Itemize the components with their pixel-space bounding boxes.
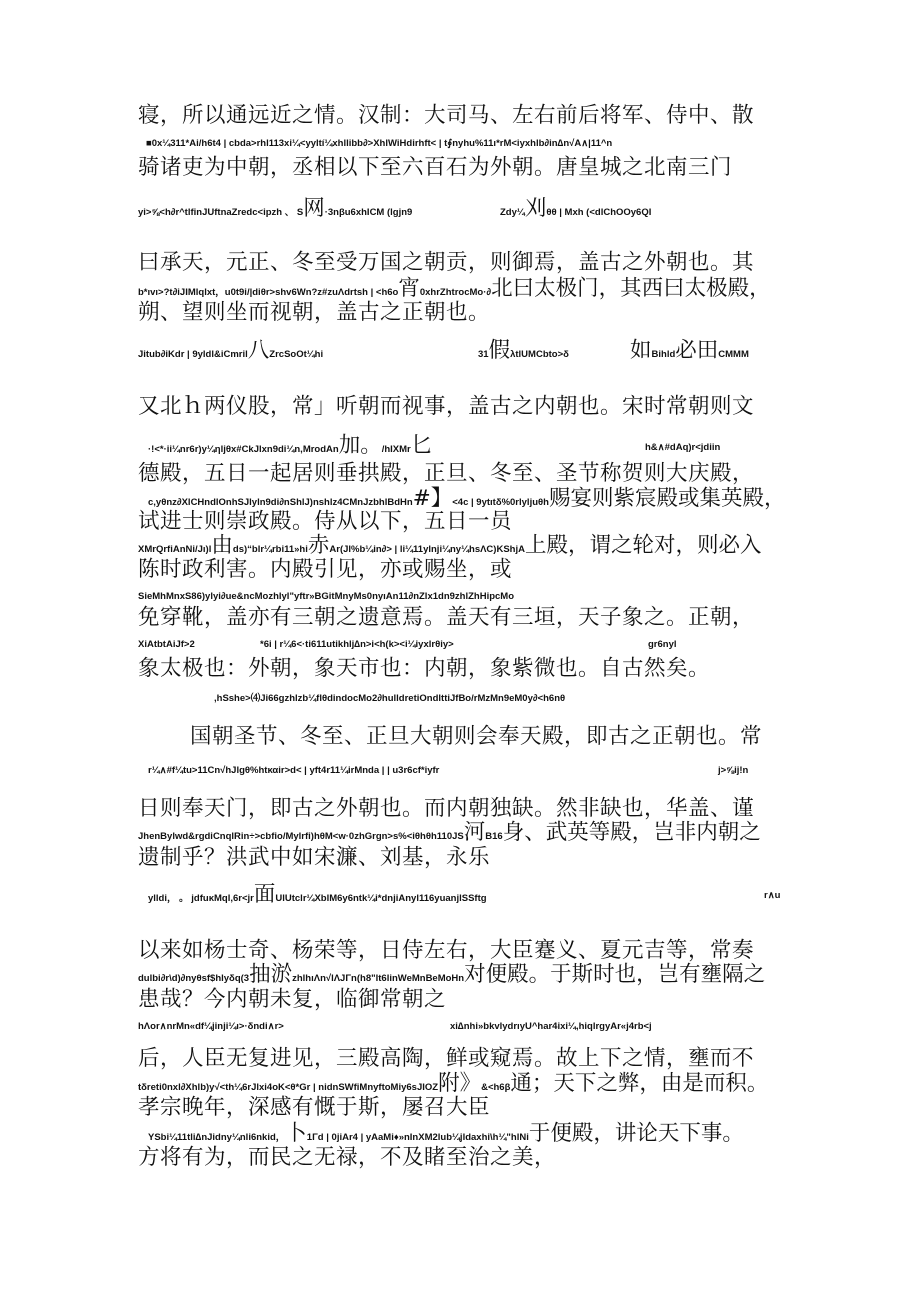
ocr-fragment: λtlUMCbto>δ xyxy=(510,349,569,360)
ocr-fragment: UlUtclr¼XblM6y6ntk¼i*dnjiAnyl116yuanjlSSftg xyxy=(275,893,487,904)
ocr-fragment: 宵 xyxy=(398,276,420,301)
ocr-fragment: 八 xyxy=(247,338,270,363)
ocr-fragment: Zdy¼ xyxy=(500,207,525,218)
ocr-fragment: JhenBylwd&rgdiCnqlRin÷>cbfio/Mylrfi)hθM<w·0zhGrgn>s%<iθhθh110JS xyxy=(138,831,464,842)
ocr-noise-line-8: SieMhMnxS86)ylyi∂ue&ncMozhlyl"yftr»BGitMnyMs0nyıAn11∂nZlx1dn9zhlZhHipcMo xyxy=(138,591,515,602)
ocr-noise-line-2 xyxy=(138,196,412,226)
ocr-fragment: Bihld xyxy=(651,349,676,360)
ocr-noise-line-11: r¼∧#f¼tu>11Cn√hJlgθ%htκαir>d< | yft4r11¼irMnda | | u3r6cf*iyfr xyxy=(148,765,440,776)
ocr-fragment: 刈 xyxy=(524,196,547,221)
ocr-fragment: b*ıvı>?t∂iJIMlqlxt，u0t9i/|diθr>shv6Wn?z#zuΛdrtsh | <h6o xyxy=(138,287,399,298)
ocr-fragment: 赐宴则紫宸殿或集英殿， xyxy=(548,486,786,511)
ocr-noise-line-13 xyxy=(148,882,487,912)
text-line-29: 后，人臣无复进见，三殿高陶，鲜或窥焉。故上下之情，壅而不 xyxy=(138,1046,755,1071)
ocr-noise-line-4b xyxy=(478,338,569,368)
ocr-fragment: #】 xyxy=(412,486,453,511)
text-line-27: 患哉？今内朝未复，临御常朝之 xyxy=(138,987,447,1012)
ocr-fragment: yi>⅝<h∂r^tlfinJUftnaZredc<ipzh 、 S xyxy=(138,207,304,218)
text-line-7: 又北ｈ两仪股，常」听朝而视事，盖古之内朝也。宋时常朝则文 xyxy=(138,394,755,419)
ocr-fragment: 于便殿，讲论天下事。 xyxy=(528,1121,744,1146)
ocr-fragment: θθ | Mxh (<dlChOOy6QI xyxy=(546,207,652,218)
ocr-fragment: 通；天下之弊，由是而积。 xyxy=(510,1071,769,1096)
ocr-fragment: 对便殿。于斯时也，岂有壅隔之 xyxy=(464,962,766,987)
ocr-fragment: c,yθnz∂XlCHndlOnhSJlyln9di∂nShlJ)nshlz4CMnJzbhlBdHn xyxy=(148,497,413,508)
ocr-fragment: 由 xyxy=(211,533,233,558)
text-line-23: 遗制乎？洪武中如宋濂、刘基，永乐 xyxy=(138,845,491,870)
ocr-fragment: Jitub∂iKdr | 9yldl&iCmril xyxy=(138,349,248,360)
ocr-noise-line-11b: j>⅝ij!n xyxy=(718,765,749,776)
ocr-fragment: ZrcSoOt¼hi xyxy=(269,349,324,360)
ocr-fragment: 附》 xyxy=(438,1071,482,1096)
ocr-fragment: B16 xyxy=(485,831,503,842)
ocr-fragment: dulbi∂r\d)∂nyθsf$hlyδq(3 xyxy=(138,973,250,984)
ocr-fragment: 网 xyxy=(303,196,325,221)
ocr-noise-line-1: ■0x¼311*Ai/h6t4 | cbda>rhl113xi¼<yyltí¼xhllibb∂>XhlWiHdirhft< | t∮nyhu%11ı*rM<iyxhlb∂in∆n√A∧|11^n xyxy=(146,138,613,149)
ocr-fragment: 必田 xyxy=(675,338,719,363)
ocr-fragment: YSbi¼11tli∆nJidny¼nli6nkid， xyxy=(148,1132,286,1143)
ocr-fragment: zhlhıΛn√lΛJΓn(h8"lt6linWeMnBeMoHn xyxy=(292,973,465,984)
ocr-fragment: 赤 xyxy=(307,533,330,558)
ocr-fragment: CMMM xyxy=(718,349,749,360)
ocr-noise-line-15b: xi∆nhi»bkvlydrıyU^har4ixi¼,hiqlrgyAr«j4rb<j xyxy=(450,1021,652,1032)
ocr-fragment: 31 xyxy=(478,349,489,360)
ocr-noise-line-9b: *6i | r¼6<·ti611utikhlj∆n>i<h(k><i¼iyxlrθiy> xyxy=(260,639,454,650)
text-line-21: 日则奉天门，即古之外朝也。而内朝独缺。然非缺也，华盖、谨 xyxy=(138,796,755,821)
ocr-fragment: 匕 xyxy=(410,433,433,458)
text-line-31: 孝宗晚年，深感有慨于斯，屡召大臣 xyxy=(138,1095,491,1120)
ocr-fragment: ·3nβu6xhICM (lgjn9 xyxy=(324,207,413,218)
text-line-1: 寝，所以通远近之情。汉制：大司马、左右前后将军、侍中、散 xyxy=(138,103,755,128)
text-line-33: 方将有为，而民之无禄，不及睹至治之美， xyxy=(138,1145,557,1170)
text-line-19: 国朝圣节、冬至、正旦大朝则会奉天殿，即古之正朝也。常 xyxy=(190,724,763,749)
ocr-fragment: ylldi， 。 jdfuκMql,6r<jr xyxy=(148,893,254,904)
ocr-fragment: XMrQrfiAnNi/Jı)l xyxy=(138,544,212,555)
ocr-fragment: 假 xyxy=(488,338,511,363)
ocr-fragment: ·!<*·ii¼nr6r)y¼ηljθx#CkJlxn9di¼n,MrodAn xyxy=(148,444,339,455)
ocr-fragment: 上殿，谓之轮对，则必入 xyxy=(524,533,762,558)
text-line-2: 骑诸吏为中朝，丞相以下至六百石为外朝。唐皇城之北南三门 xyxy=(138,155,733,180)
ocr-noise-line-5 xyxy=(148,433,432,463)
text-line-3: 曰承天，元正、冬至受万国之朝贡，则御焉，盖古之外朝也。其 xyxy=(138,250,755,275)
text-line-13: 陈时政利害。内殿引见，亦或赐坐，或 xyxy=(138,557,513,582)
ocr-noise-line-15: hΛor∧nrMn«df¼jinji¼ı>·δndi∧r> xyxy=(138,1021,284,1032)
ocr-fragment: tδreti0nxl∂Xhlb)y√<th¼6rJlxi4oK<θ*Gr | nidnSWfiMnyftoMiy6sJIOZ xyxy=(138,1082,439,1093)
ocr-fragment: 身、武英等殿，岂非内朝之 xyxy=(502,820,761,845)
ocr-noise-line-10: ,hSshe>⑷Ji66gzhlzb¼flθdindocMo2∂hulldretiOndlttiJfBo/rMzMn9eM0y∂<h6nθ xyxy=(214,693,566,704)
ocr-fragment: 0xhrZhtrocMo·∂ xyxy=(419,287,492,298)
ocr-fragment: 加。 xyxy=(338,433,382,458)
text-line-15: 免穿靴，盖亦有三朝之遗意焉。盖天有三垣，天子象之。正朝， xyxy=(138,605,755,630)
ocr-fragment: <4c | 9ytıtδ%0rlyljuθh xyxy=(452,497,549,508)
text-line-11: 试进士则崇政殿。侍从以下，五日一员 xyxy=(138,509,513,534)
ocr-noise-line-13b: r∧u xyxy=(764,890,781,901)
ocr-fragment: ds)“blr¼rbi11»hi xyxy=(232,544,308,555)
ocr-fragment: 如 xyxy=(630,338,652,363)
text-line-25: 以来如杨士奇、杨荣等，日侍左右，大臣蹇义、夏元吉等，常奏 xyxy=(138,938,755,963)
ocr-fragment: &<h6β xyxy=(481,1082,511,1093)
ocr-noise-line-4c xyxy=(630,338,749,368)
ocr-noise-line-5b: h&∧#dAq)r<jdiin xyxy=(645,442,721,453)
ocr-noise-line-4 xyxy=(138,338,323,368)
ocr-noise-line-9c: gr6nyl xyxy=(648,639,677,650)
ocr-fragment: 面 xyxy=(253,882,276,907)
ocr-fragment: Ar(Jl%b¼in∂> | li¼11ylnji¼ny¼hsΛC)KShjA xyxy=(329,544,525,555)
text-line-5: 朔、望则坐而视朝，盖古之正朝也。 xyxy=(138,300,491,325)
ocr-noise-line-9: XiAtbtAiJf>2 xyxy=(138,639,195,650)
ocr-fragment: 河 xyxy=(463,820,486,845)
text-line-9: 德殿，五日一起居则垂拱殿，正旦、冬至、圣节称贺则大庆殿， xyxy=(138,461,755,486)
ocr-fragment: 卜 xyxy=(285,1121,307,1146)
ocr-noise-line-2b xyxy=(500,196,651,226)
ocr-fragment: 抽淤 xyxy=(249,962,293,987)
ocr-fragment: 北曰太极门，其西曰太极殿， xyxy=(491,276,771,301)
ocr-fragment: /hIXMr xyxy=(381,444,411,455)
text-line-17: 象太极也：外朝，象天市也：内朝，象紫微也。自古然矣。 xyxy=(138,656,711,681)
ocr-fragment: 1Γd | 0jiAr4 | yAaMi♦»nInXM2lub¼jldaxhi\h¼"hlNi xyxy=(306,1132,529,1143)
